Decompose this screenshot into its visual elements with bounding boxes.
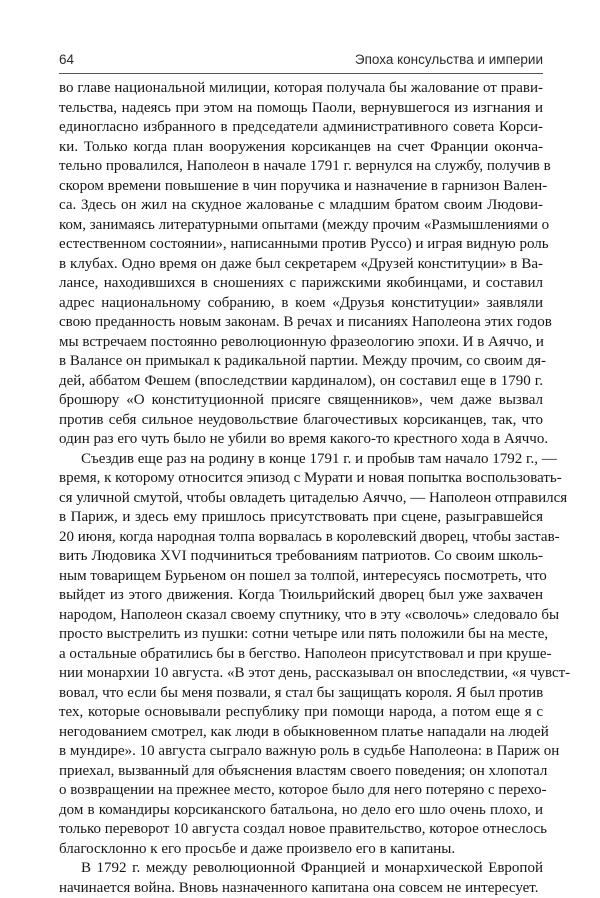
text-line: Съездив еще раз на родину в конце 1791 г. и пробыв там начало 1792 г., — <box>59 450 543 470</box>
page-header <box>59 52 543 72</box>
text-line: брошюру «О конституционной присяге священников», чем даже вызвал <box>59 391 543 411</box>
header-rule <box>59 73 543 74</box>
text-line: в Валансе он примыкал к радикальной партии. Между прочим, со своим дя- <box>59 352 543 372</box>
text-line: тельства, надеясь при этом на помощь Паоли, вернувшегося из изгнания и <box>59 99 543 119</box>
text-line: а остальные обратились бы в бегство. Наполеон присутствовал и при круше- <box>59 645 543 665</box>
text-line: приехал, вызванный для объяснения властям своего поведения; он хлопотал <box>59 762 543 782</box>
text-line: только переворот 10 августа создал новое правительство, которое отнеслось <box>59 820 543 840</box>
text-line: адрес национальному собранию, в коем «Друзья конституции» заявляли <box>59 294 543 314</box>
text-line: ком, занимаясь литературными опытами (между прочим «Размышлениями о <box>59 216 543 236</box>
text-line: дей, аббатом Фешем (впоследствии кардиналом), он составил еще в 1790 г. <box>59 372 543 392</box>
text-line: мы встречаем постоянно революционную фразеологию эпохи. И в Аяччо, и <box>59 333 543 353</box>
text-line: тех, которые основывали республику при помощи народа, а потом еще я с <box>59 703 543 723</box>
text-line: начинается война. Вновь назначенного капитана она совсем не интересует. <box>59 879 543 898</box>
text-line: естественном состоянии», написанными против Руссо) и играя видную роль <box>59 235 543 255</box>
text-line: В 1792 г. между революционной Францией и монархической Европой <box>59 859 543 879</box>
page-number: 64 <box>59 52 74 67</box>
text-line: в клубах. Одно время он даже был секретарем «Друзей конституции» в Ва- <box>59 255 543 275</box>
text-line: вить Людовика XVI подчиниться требованиям патриотов. Со своим школь- <box>59 547 543 567</box>
text-line: свою преданность новым законам. В речах и писаниях Наполеона этих годов <box>59 313 543 333</box>
text-line: единогласно избранного в председатели административного совета Корси- <box>59 118 543 138</box>
text-line: ным товарищем Бурьеном он пошел за толпой, интересуясь посмотреть, что <box>59 567 543 587</box>
text-line: против себя сильное неудовольствие благочестивых корсиканцев, так, что <box>59 411 543 431</box>
text-line: 20 июня, когда народная толпа ворвалась в королевский дворец, чтобы застав- <box>59 528 543 548</box>
text-line: просто выстрелить из пушки: сотни четыре или пять положили бы на месте, <box>59 625 543 645</box>
text-line: лансе, находившихся в сношениях с парижскими якобинцами, и составил <box>59 274 543 294</box>
text-line: нии монархии 10 августа. «В этот день, рассказывал он впоследствии, «я чувст- <box>59 664 543 684</box>
text-line: время, к которому относится эпизод с Мурати и новая попытка воспользовать- <box>59 469 543 489</box>
text-line: негодованием смотрел, как люди в обыкновенном платье нападали на людей <box>59 723 543 743</box>
text-line: выйдет из этого движения. Когда Тюильрийский дворец был уже захвачен <box>59 586 543 606</box>
running-title: Эпоха консульства и империи <box>355 52 543 67</box>
text-line: о возвращении на прежнее место, которое было для него потеряно с перехо- <box>59 781 543 801</box>
text-line: благосклонно к его просьбе и даже произвело его в капитаны. <box>59 840 543 860</box>
text-line: тельно провалился, Наполеон в начале 1791 г. вернулся на службу, получив в <box>59 157 543 177</box>
text-line: ся уличной смутой, чтобы овладеть цитаделью Аяччо, — Наполеон отправился <box>59 489 543 509</box>
text-line: один раз его чуть было не убили во время какого-то крестного хода в Аяччо. <box>59 430 543 450</box>
body-text <box>59 79 543 898</box>
text-line: скором времени повышение в чин поручика и назначение в гарнизон Вален- <box>59 177 543 197</box>
text-line: дом в командиры корсиканского батальона, но дело его шло очень плохо, и <box>59 801 543 821</box>
text-line: в Париж, и здесь ему пришлось присутствовать при сцене, разыгравшейся <box>59 508 543 528</box>
text-line: ки. Только когда план вооружения корсиканцев на счет Франции оконча- <box>59 138 543 158</box>
text-line: вовал, что если бы меня позвали, я стал бы защищать короля. Я был против <box>59 684 543 704</box>
text-line: во главе национальной милиции, которая получала бы жалование от прави- <box>59 79 543 99</box>
text-line: народом, Наполеон сказал своему спутнику, что в эту «сволочь» следовало бы <box>59 606 543 626</box>
text-line: в мундире». 10 августа сыграло важную роль в судьбе Наполеона: в Париж он <box>59 742 543 762</box>
text-line: са. Здесь он жил на скудное жалованье с младшим братом своим Людови- <box>59 196 543 216</box>
